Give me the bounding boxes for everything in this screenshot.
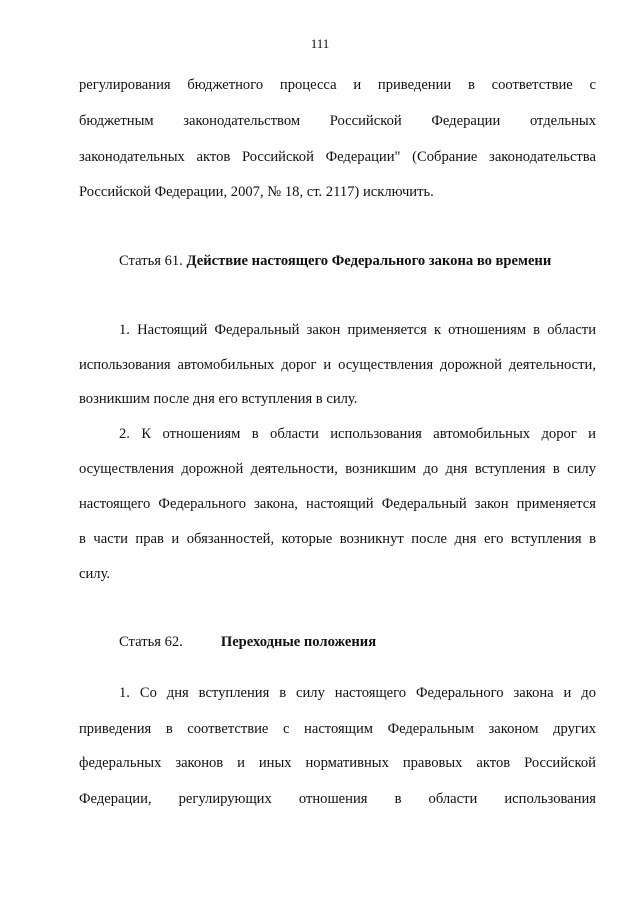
text-line: бюджетным законодательством Российской Федерации отдельных: [79, 113, 596, 129]
text-line: настоящего Федерального закона, настоящий Федеральный закон применяется: [79, 496, 596, 512]
text-line: приведения в соответствие с настоящим Федеральным законом других: [79, 721, 596, 737]
page-number: 111: [310, 36, 330, 51]
text-line: Федерации, регулирующих отношения в области использования: [79, 791, 596, 807]
text-line: возникшим после дня его вступления в силу.: [79, 391, 358, 407]
text-line: законодательных актов Российской Федерации" (Собрание законодательства: [79, 149, 596, 165]
text-line: 2. К отношениям в области использования автомобильных дорог и: [119, 426, 596, 442]
article-62-title: Переходные положения: [220, 634, 377, 650]
text-line: федеральных законов и иных нормативных правовых актов Российской: [79, 755, 596, 771]
text-line: в части прав и обязанностей, которые возникнут после дня его вступления в: [79, 531, 596, 547]
article-62-number: Статья 62.: [119, 634, 183, 650]
article-62-heading: [119, 633, 376, 651]
article-61-title: Действие настоящего Федерального закона во времени: [186, 253, 552, 269]
text-line: 1. Со дня вступления в силу настоящего Федерального закона и до: [119, 685, 596, 701]
text-line: Российской Федерации, 2007, № 18, ст. 2117) исключить.: [79, 184, 434, 200]
article-61-heading: [119, 252, 551, 270]
text-line: регулирования бюджетного процесса и приведении в соответствие с: [79, 77, 596, 93]
article-61-number: Статья 61.: [119, 253, 183, 269]
text-line: использования автомобильных дорог и осуществления дорожной деятельности,: [79, 357, 596, 373]
text-line: осуществления дорожной деятельности, возникшим до дня вступления в силу: [79, 461, 596, 477]
text-line: 1. Настоящий Федеральный закон применяется к отношениям в области: [119, 322, 596, 338]
text-line: силу.: [79, 566, 111, 582]
